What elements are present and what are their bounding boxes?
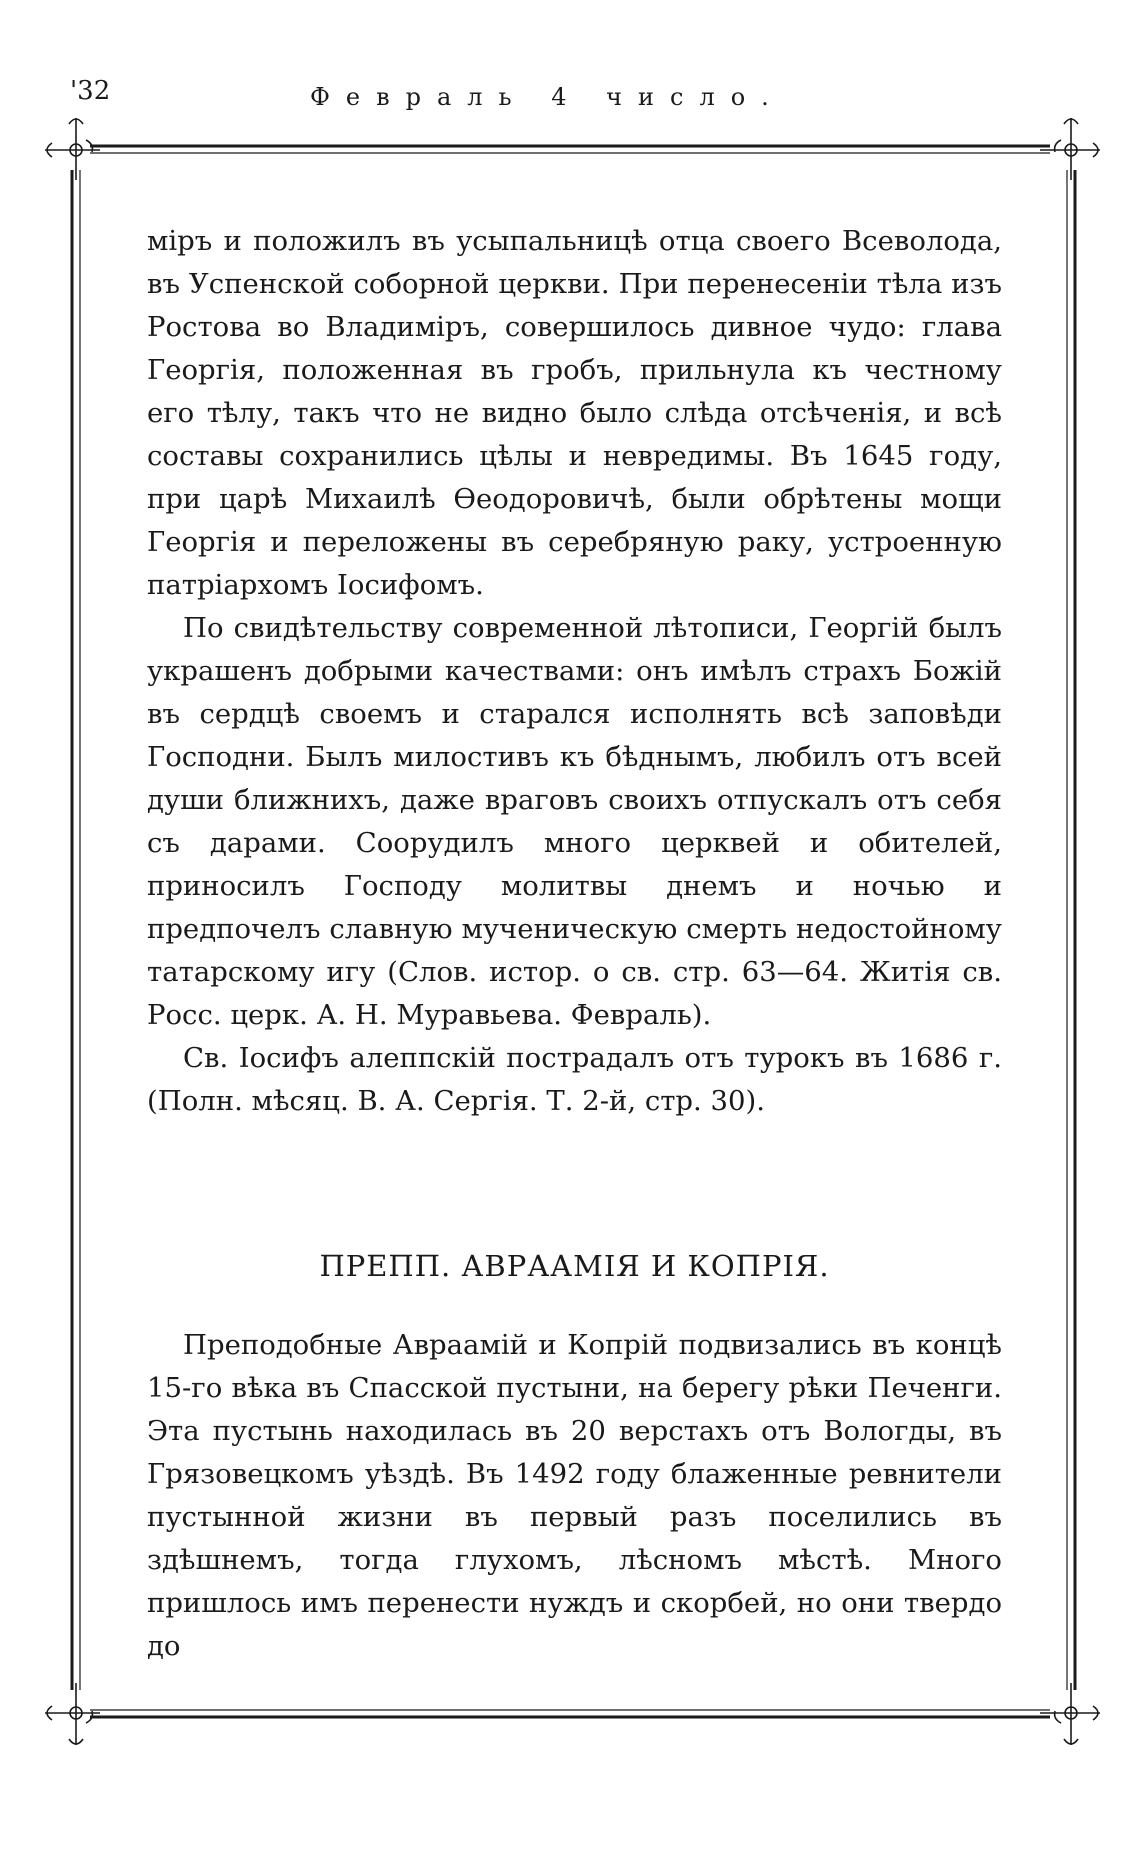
corner-ornament-bottom-right: [1040, 1683, 1100, 1745]
main-text: [147, 220, 1002, 1123]
corner-ornament-bottom-left: [45, 1683, 100, 1745]
corner-ornament-top-right: [1040, 118, 1100, 180]
section-text: [147, 1324, 1002, 1668]
paragraph-continuation: міръ и положилъ въ усыпальницѣ отца своего Всеволода, въ Успенской соборной церкви. При перенесеніи тѣла изъ Ростова во Владиміръ, совершилось дивное чудо: глава Георгія, положенная въ гробъ, прильнула къ честному его тѣлу, такъ что не видно было слѣда отсѣченія, и всѣ составы сохранились цѣлы и невредимы. Въ 1645 году, при царѣ Михаилѣ Ѳеодоровичѣ, были обрѣтены мощи Георгія и переложены въ серебряную раку, устроенную патріархомъ Іосифомъ.: [147, 225, 1002, 601]
running-head: Февраль 4 число.: [310, 83, 785, 111]
paragraph-georgiy-virtues: По свидѣтельству современной лѣтописи, Георгій былъ украшенъ добрыми качествами: онъ имѣлъ страхъ Божій въ сердцѣ своемъ и старался исполнять всѣ заповѣди Господни. Былъ милостивъ къ бѣднымъ, любилъ отъ всей души ближнихъ, даже враговъ своихъ отпускалъ отъ себя съ дарами. Соорудилъ много церквей и обителей, приносилъ Господу молитвы днемъ и ночью и предпочелъ славную мученическую смерть недостойному татарскому игу (Слов. истор. о св. стр. 63—64. Житія св. Росс. церк. А. Н. Муравьева. Февраль).: [147, 612, 1002, 1031]
page-number: '32: [70, 76, 111, 106]
section-heading: ПРЕПП. АВРААМІЯ И КОПРІЯ.: [319, 1249, 830, 1283]
paragraph-avraamiy-kopriy: Преподобные Авраамій и Копрій подвизались въ концѣ 15-го вѣка въ Спасской пустыни, на берегу рѣки Печенги. Эта пустынь находилась въ 20 верстахъ отъ Вологды, въ Грязовецкомъ уѣздѣ. Въ 1492 году блаженные ревнители пустынной жизни въ первый разъ поселились въ здѣшнемъ, тогда глухомъ, лѣсномъ мѣстѣ. Много пришлось имъ перенести нуждъ и скорбей, но они твердо до: [147, 1329, 1002, 1662]
paragraph-iosif: Св. Іосифъ алеппскій пострадалъ отъ турокъ въ 1686 г. (Полн. мѣсяц. В. А. Сергія. Т. 2-й, стр. 30).: [147, 1042, 1002, 1117]
